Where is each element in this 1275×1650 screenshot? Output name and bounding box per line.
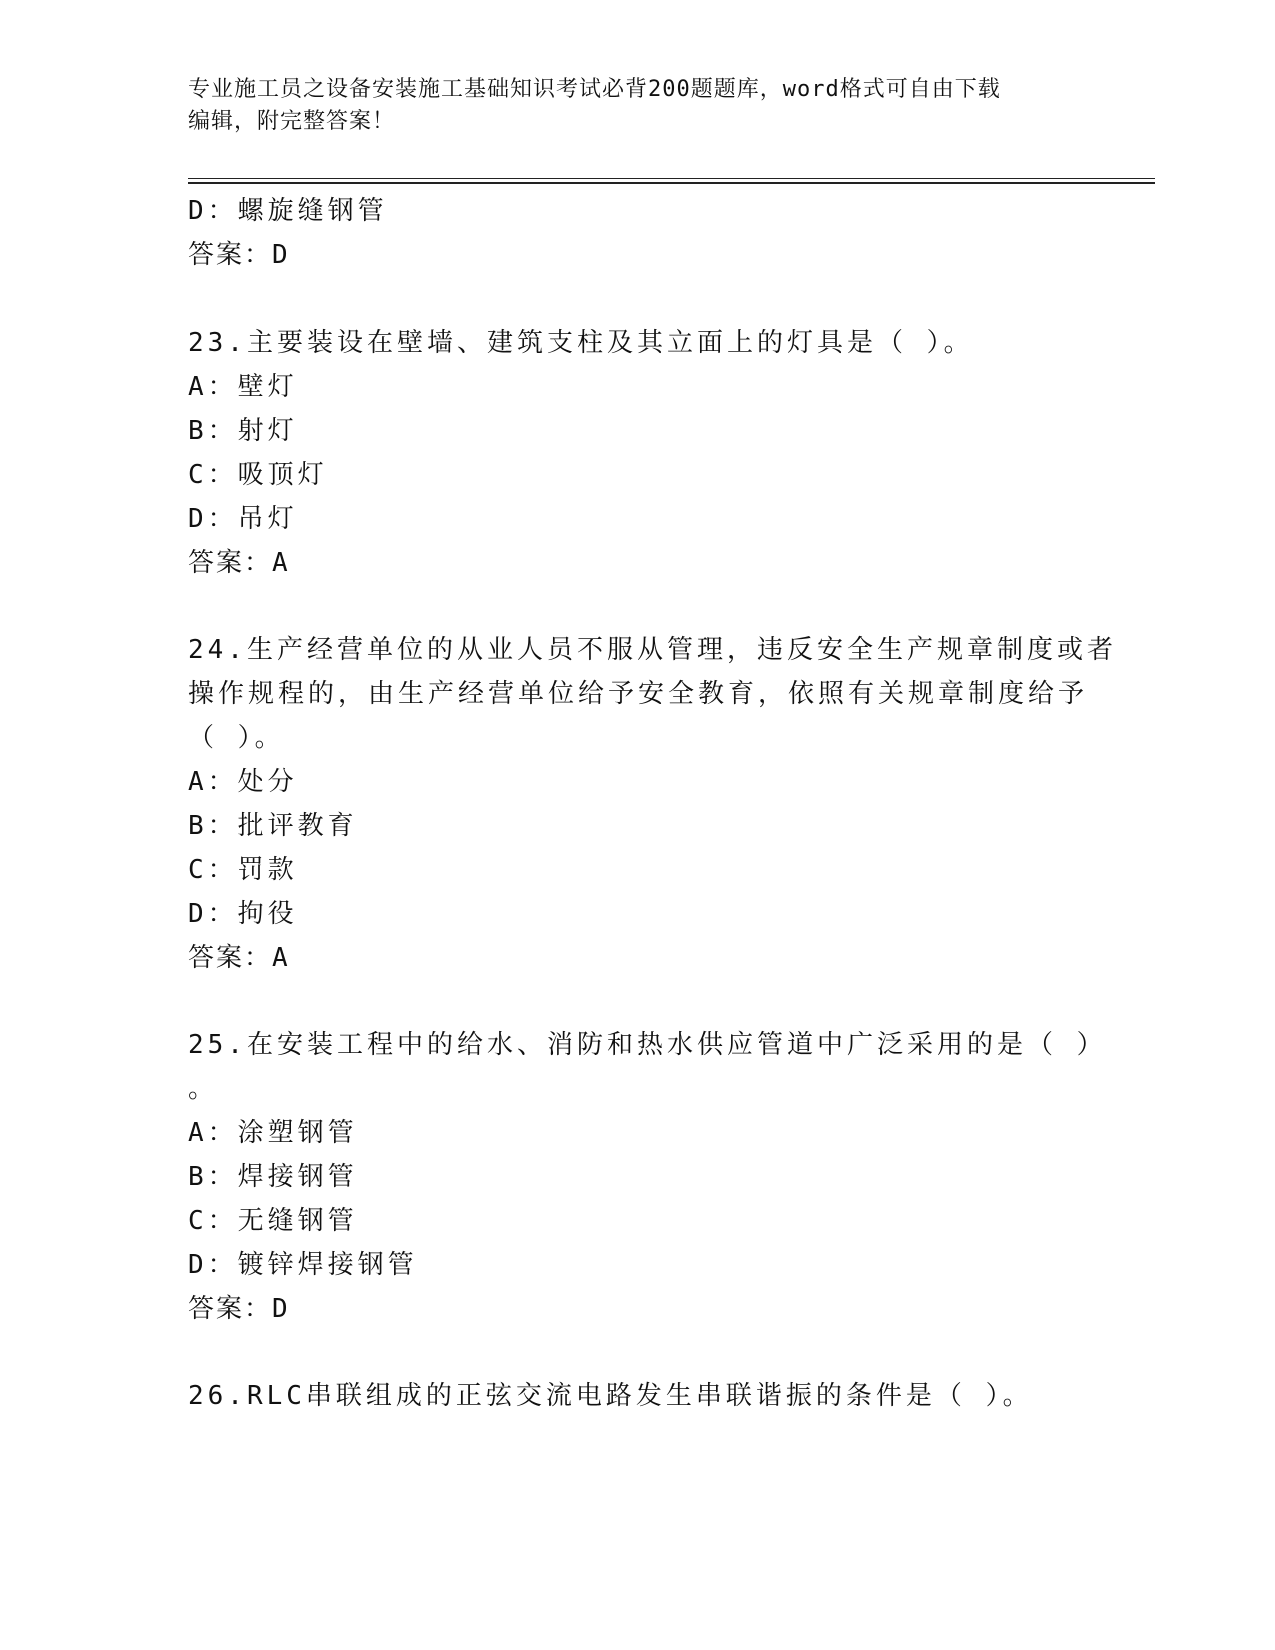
option-a: A：涂塑钢管 <box>188 1118 358 1148</box>
answer-line <box>188 941 290 975</box>
answer-label: 答案： <box>188 548 273 578</box>
answer-line <box>188 546 290 580</box>
question-text-line-2: 。 <box>188 1074 219 1104</box>
option-a: A：壁灯 <box>188 372 298 402</box>
question-text-line-1: 25.在安装工程中的给水、消防和热水供应管道中广泛采用的是（ ） <box>188 1030 1107 1060</box>
answer-value: D <box>272 1294 290 1324</box>
answer-line <box>188 238 290 272</box>
option-d: D：拘役 <box>188 899 298 929</box>
question-text: 26.RLC串联组成的正弦交流电路发生串联谐振的条件是（ ）。 <box>188 1381 1033 1411</box>
document-header <box>188 74 1078 138</box>
option-d: D：吊灯 <box>188 504 298 534</box>
option-d: D：螺旋缝钢管 <box>188 196 388 226</box>
header-divider <box>188 178 1155 179</box>
answer-value: A <box>272 943 290 973</box>
option-b: B：射灯 <box>188 416 298 446</box>
question-text-line-2: 操作规程的，由生产经营单位给予安全教育，依照有关规章制度给予 <box>188 679 1089 709</box>
option-b: B：批评教育 <box>188 811 358 841</box>
question-text: 23.主要装设在壁墙、建筑支柱及其立面上的灯具是（ ）。 <box>188 328 974 358</box>
option-c: C：罚款 <box>188 855 298 885</box>
answer-line <box>188 1292 290 1326</box>
header-line-2: 编辑，附完整答案！ <box>188 109 396 134</box>
option-b: B：焊接钢管 <box>188 1162 358 1192</box>
question-text-line-3: （ ）。 <box>188 723 285 753</box>
answer-label: 答案： <box>188 943 273 973</box>
answer-value: A <box>272 548 290 578</box>
option-a: A：处分 <box>188 767 298 797</box>
answer-label: 答案： <box>188 240 273 270</box>
answer-label: 答案： <box>188 1294 273 1324</box>
answer-value: D <box>272 240 290 270</box>
option-c: C：吸顶灯 <box>188 460 328 490</box>
header-divider-thick <box>188 182 1155 184</box>
question-text-line-1: 24.生产经营单位的从业人员不服从管理，违反安全生产规章制度或者 <box>188 635 1117 665</box>
option-d: D：镀锌焊接钢管 <box>188 1250 418 1280</box>
header-line-1: 专业施工员之设备安装施工基础知识考试必背200题题库，word格式可自由下载 <box>188 77 1001 102</box>
option-c: C：无缝钢管 <box>188 1206 358 1236</box>
